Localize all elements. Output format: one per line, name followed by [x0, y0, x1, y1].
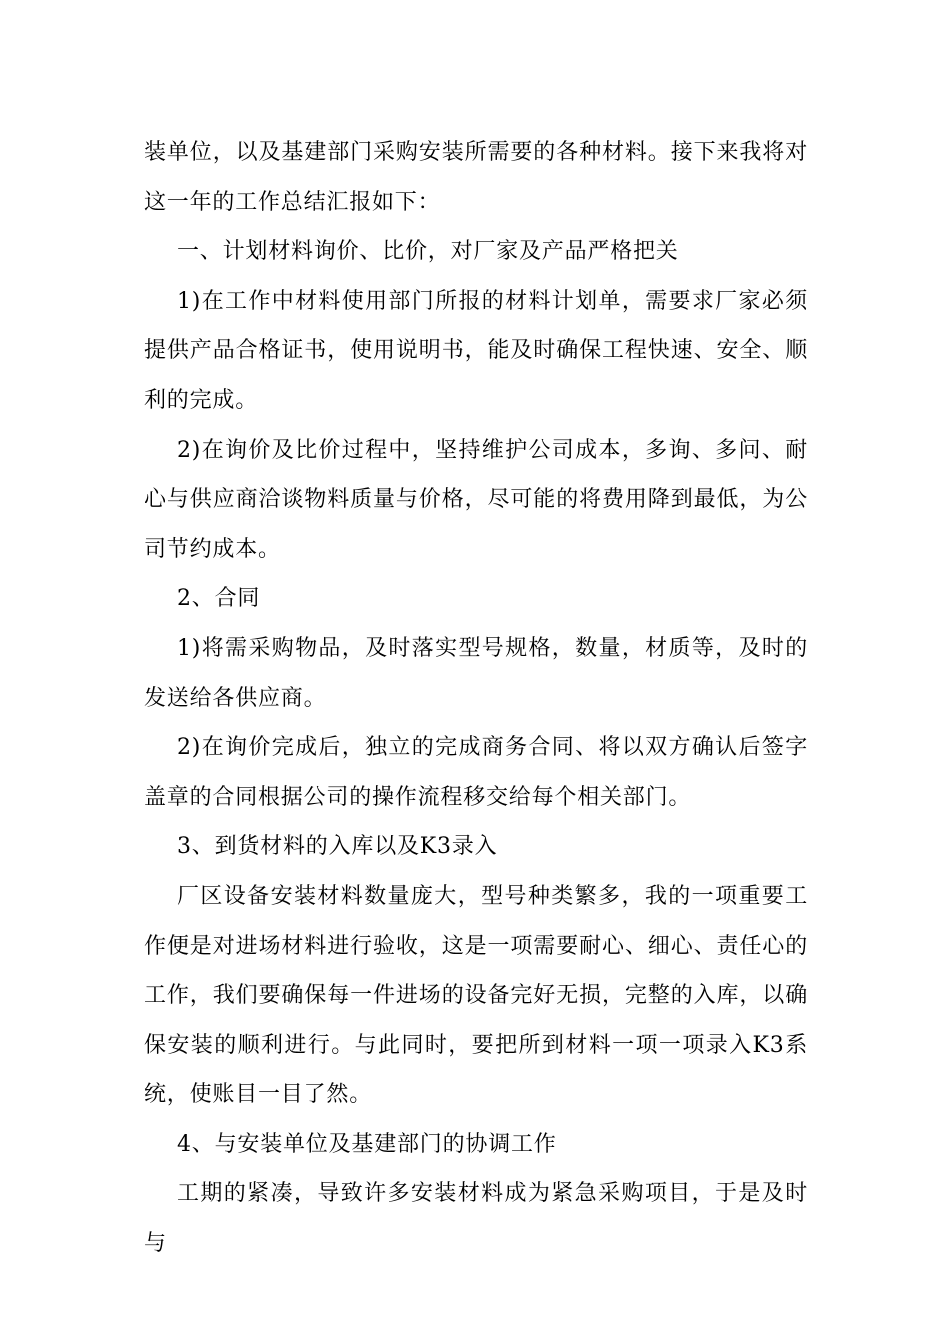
heading-section-2: 2、合同 — [177, 586, 261, 612]
heading-section-3: 3、到货材料的入库以及K3录入 — [177, 834, 498, 860]
document-body — [144, 128, 808, 1269]
paragraph-1-1: 1)在工作中材料使用部门所报的材料计划单，需要求厂家必须提供产品合格证书，使用说明书，能及时确保工程快速、安全、顺利的完成。 — [144, 288, 808, 413]
paragraph-1-2: 2)在询价及比价过程中，坚持维护公司成本，多询、多问、耐心与供应商洽谈物料质量与价格，尽可能的将费用降到最低，为公司节约成本。 — [144, 437, 808, 562]
paragraph-3-1: 厂区设备安装材料数量庞大，型号种类繁多，我的一项重要工作便是对进场材料进行验收，这是一项需要耐心、细心、责任心的工作，我们要确保每一件进场的设备完好无损，完整的入库，以确保安装的顺利进行。与此同时，要把所到材料一项一项录入K3系统，使账目一目了然。 — [144, 883, 808, 1108]
paragraph-2-1: 1)将需采购物品，及时落实型号规格，数量，材质等，及时的发送给各供应商。 — [144, 635, 808, 711]
paragraph-intro: 装单位，以及基建部门采购安装所需要的各种材料。接下来我将对这一年的工作总结汇报如下： — [144, 140, 808, 215]
paragraph-4-1: 工期的紧凑，导致许多安装材料成为紧急采购项目，于是及时与 — [144, 1181, 808, 1257]
heading-section-1: 一、计划材料询价、比价，对厂家及产品严格把关 — [177, 239, 679, 265]
heading-section-4: 4、与安装单位及基建部门的协调工作 — [177, 1131, 557, 1157]
paragraph-2-2: 2)在询价完成后，独立的完成商务合同、将以双方确认后签字盖章的合同根据公司的操作流程移交给每个相关部门。 — [144, 735, 808, 810]
